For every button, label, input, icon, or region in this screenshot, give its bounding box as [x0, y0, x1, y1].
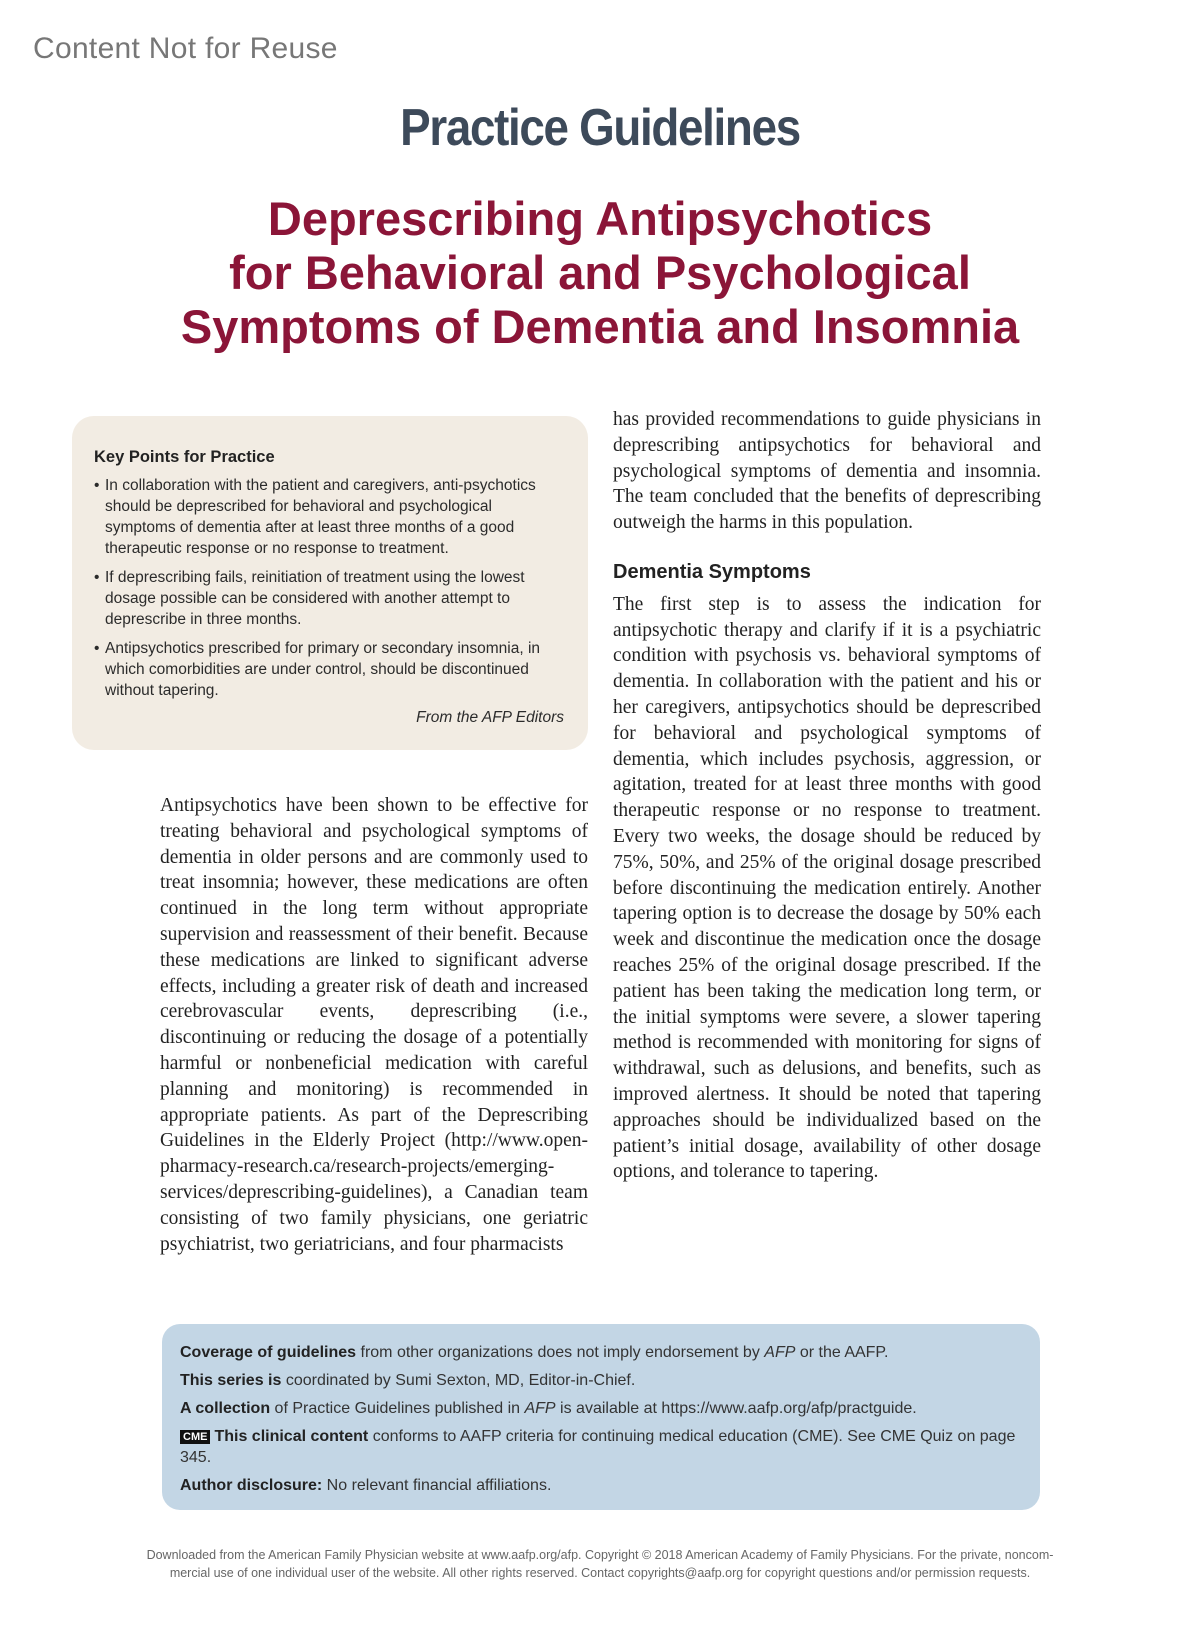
afp-italic: AFP	[524, 1400, 556, 1417]
title-line-1: Deprescribing Antipsychotics	[267, 192, 933, 245]
copyright-footer	[50, 1546, 1150, 1582]
coverage-text: from other organizations does not imply endorsement by	[356, 1344, 765, 1361]
body-paragraph: has provided recommendations to guide physicians in deprescribing antipsychotics for behavioral and psychological symptoms of dementia and insomnia. The team concluded that the benefits of deprescribing outweigh the harms in this population.	[613, 409, 1041, 534]
coverage-note	[180, 1342, 1020, 1363]
collection-text: of Practice Guidelines published in	[270, 1400, 525, 1417]
coverage-label: Coverage of guidelines	[180, 1344, 357, 1361]
collection-note	[180, 1398, 1020, 1419]
disclosure-label: Author disclosure:	[180, 1477, 323, 1494]
footer-line-2: mercial use of one individual user of the website. All other rights reserved. Contact copyrights@aafp.org for copyright questions and/or permission requests.	[169, 1566, 1031, 1580]
body-column-right	[613, 407, 1041, 1185]
title-line-2: for Behavioral and Psychological	[229, 246, 971, 299]
body-paragraph: Antipsychotics have been shown to be effective for treating behavioral and psychological symptoms of dementia in older persons and are commonly used to treat insomnia; however, these medications are often continued in the long term without appropriate supervision and reassessment of their benefit. Because these medications are linked to significant adverse effects, including a greater risk of death and increased cerebrovascular events, deprescribing (i.e., discontinuing or reducing the dosage of a potentially harmful or nonbeneficial medication with careful planning and monitoring) is recommended in appropriate patients. As part of the Deprescribing Guidelines in the Elderly Project (http://www.open-pharmacy-research.ca/research-projects/emerging-services/deprescribing-guidelines), a Canadian team consisting of two family physicians, one geriatric psychiatrist, two geriatricians, and four pharmacists	[160, 795, 588, 1255]
series-note	[180, 1370, 1020, 1391]
key-points-list	[94, 475, 564, 701]
key-points-heading: Key Points for Practice	[94, 448, 275, 466]
cme-label: This clinical content	[214, 1428, 369, 1445]
cme-badge-icon: CME	[180, 1430, 210, 1444]
disclosure-note	[180, 1475, 1020, 1496]
key-point-item: • Antipsychotics prescribed for primary or secondary insomnia, in which comorbidities are under control, should be discontinued without tapering.	[94, 638, 564, 701]
series-text: coordinated by Sumi Sexton, MD, Editor-in-Chief.	[281, 1372, 636, 1389]
editorial-info-box	[162, 1324, 1040, 1510]
coverage-text-end: or the AAFP.	[795, 1344, 889, 1361]
collection-label: A collection	[180, 1400, 271, 1417]
watermark-text: Content Not for Reuse	[33, 32, 338, 65]
footer-line-1: Downloaded from the American Family Physician website at www.aafp.org/afp. Copyright © 2018 American Academy of Family Physicians. For the private, noncom-	[146, 1548, 1054, 1562]
collection-text-end: is available at https://www.aafp.org/afp/practguide.	[555, 1400, 917, 1417]
title-line-3: Symptoms of Dementia and Insomnia	[180, 300, 1020, 353]
key-point-item: • If deprescribing fails, reinitiation of treatment using the lowest dosage possible can be considered with another attempt to deprescribe in three months.	[94, 567, 564, 630]
article-title	[80, 192, 1120, 354]
section-label: Practice Guidelines	[400, 99, 800, 157]
key-point-item: • In collaboration with the patient and caregivers, anti-psychotics should be deprescribed for behavioral and psychological symptoms of dementia after at least three months of a good therapeutic response or no response to treatment.	[94, 475, 564, 559]
key-points-source: From the AFP Editors	[416, 709, 564, 726]
body-paragraph: The first step is to assess the indication for antipsychotic therapy and clarify if it is a psychiatric condition with psychosis vs. behavioral symptoms of dementia. In collaboration with the patient and his or her caregivers, antipsychotics should be deprescribed for behavioral and psychological symptoms of dementia, which includes psychosis, aggression, or agitation, treated for at least three months with good therapeutic response or no response to treatment. Every two weeks, the dosage should be reduced by 75%, 50%, and 25% of the original dosage prescribed before discontinuing the medication entirely. Another tapering option is to decrease the dosage by 50% each week and discontinue the medication once the dosage reaches 25% of the original dosage prescribed. If the patient has been taking the medication long term, or the initial symptoms were severe, a slower tapering method is recommended with monitoring for signs of withdrawal, such as delusions, and benefits, such as improved alertness. It should be noted that tapering approaches should be individualized based on the patient’s initial dosage, availability of other dosage options, and tolerance to tapering.	[613, 593, 1041, 1183]
body-column-left	[160, 793, 588, 1257]
series-label: This series is	[180, 1372, 282, 1389]
section-subheading: Dementia Symptoms	[613, 560, 811, 583]
cme-text: conforms to AAFP criteria for continuing medical education (CME). See CME Quiz on page 345.	[180, 1428, 1016, 1466]
disclosure-text: No relevant financial affiliations.	[322, 1477, 552, 1494]
cme-note	[180, 1426, 1020, 1468]
key-points-box	[72, 416, 588, 750]
afp-italic: AFP	[764, 1344, 796, 1361]
